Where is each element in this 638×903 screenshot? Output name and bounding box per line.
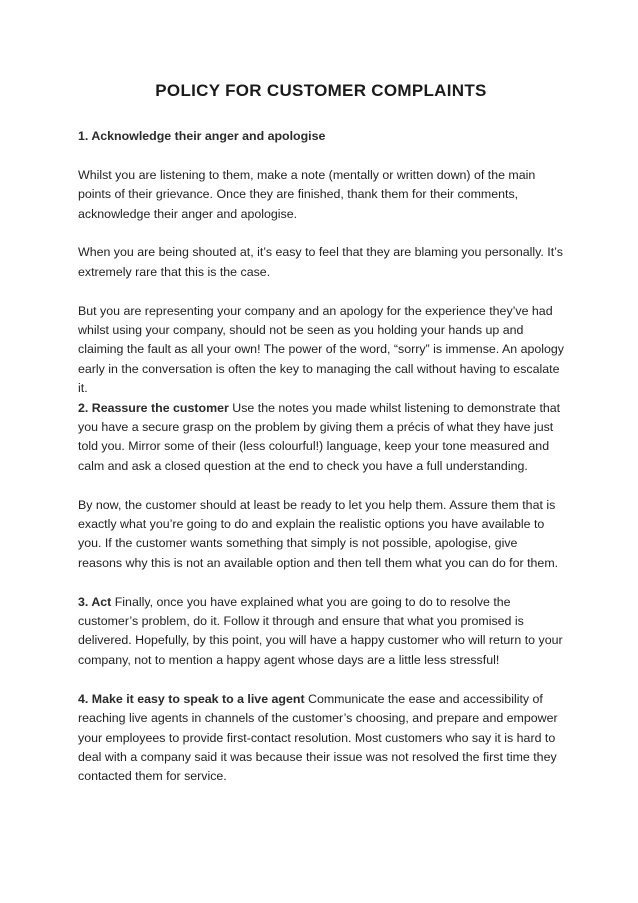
section-1-paragraph-1: Whilst you are listening to them, make a note (mentally or written down) of the main points of their grievance. Once they are finished, thank them for their comments, acknowledge their anger and apologise. (78, 167, 536, 221)
section-1-heading-text: 1. Acknowledge their anger and apologise (78, 129, 326, 143)
document-body (78, 80, 564, 787)
section-1-paragraph-3: But you are representing your company and an apology for the experience they’ve had whilst using your company, should not be seen as you holding your hands up and claiming the fault as all your own! The power of the word, “sorry” is immense. An apology early in the conversation is often the key to managing the call without having to escalate it. (78, 303, 564, 396)
section-3-heading: 3. Act (78, 594, 112, 609)
section-1-paragraph-2: When you are being shouted at, it’s easy to feel that they are blaming you personally. It’s extremely rare that this is the case. (78, 245, 563, 279)
section-2-paragraph-1 (78, 399, 564, 477)
section-2-heading: 2. Reassure the customer (78, 400, 229, 415)
section-3-paragraph-1-text: Finally, once you have explained what you are going to do to resolve the customer’s problem, do it. Follow it through and ensure that what you promised is delivered. Hopefully, by this point, you will have a happy customer who will return to your company, not to mention a happy agent whose days are a little less stressful! (78, 594, 563, 667)
section-2-paragraph-2: By now, the customer should at least be ready to let you help them. Assure them that is exactly what you’re going to do and explain the realistic options you have available to you. If the customer wants something that simply is not possible, apologise, give reasons why this is not an available option and then tell them what you can do for them. (78, 497, 559, 570)
section-2-paragraph-1-text: Use the notes you made whilst listening to demonstrate that you have a secure grasp on the problem by giving them a précis of what they have just told you. Mirror some of their (less colourful!) language, keep your tone measured and calm and ask a closed question at the end to check you have a full understanding. (78, 400, 561, 473)
document-title: POLICY FOR CUSTOMER COMPLAINTS (155, 81, 487, 100)
section-4-paragraph-1-text: Communicate the ease and accessibility of reaching live agents in channels of the customer’s choosing, and prepare and empower your employees to provide first-contact resolution. Most customers who say it is hard to deal with a company said it was because their issue was not resolved the first time they contacted them for service. (78, 691, 558, 784)
section-4-heading: 4. Make it easy to speak to a live agent (78, 691, 305, 706)
section-4-paragraph-1 (78, 690, 564, 787)
section-3-paragraph-1 (78, 593, 564, 671)
section-1-heading (78, 127, 564, 146)
